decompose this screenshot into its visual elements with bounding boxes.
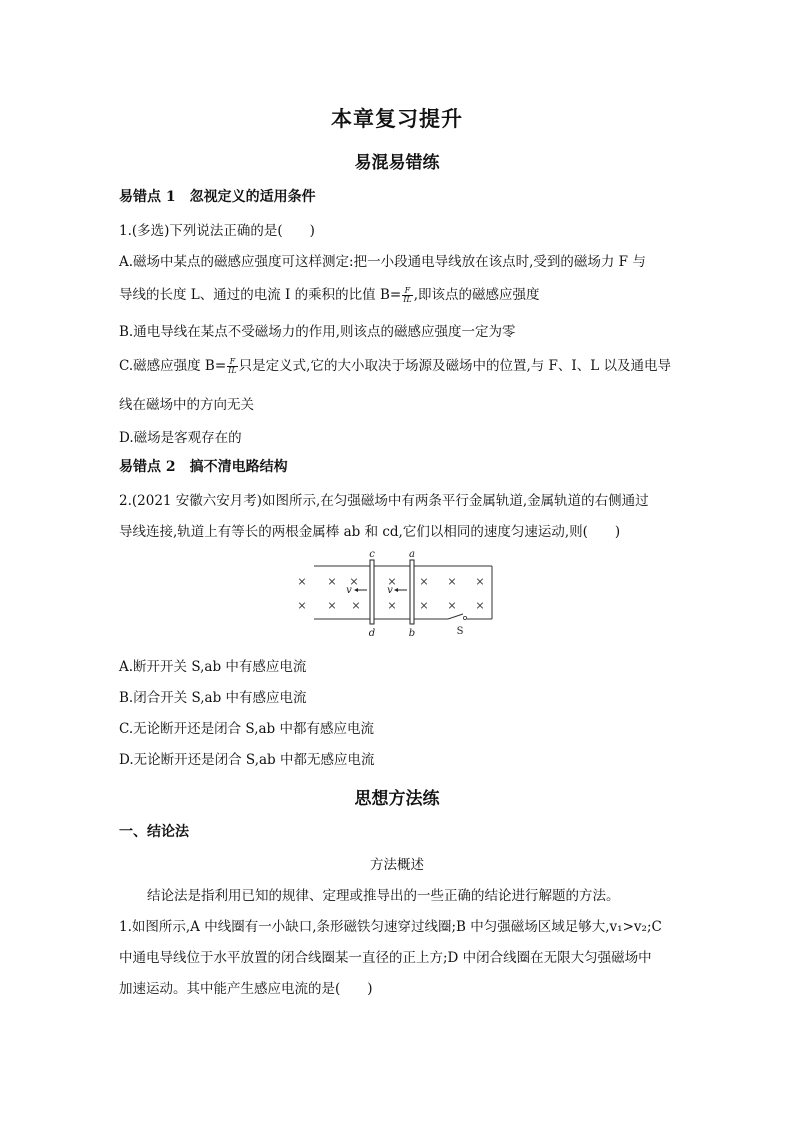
section-title-mistakes: 易混易错练 [354,153,440,173]
q1-option-c-post: 只是定义式,它的大小取决于场源及磁场中的位置,与 F、I、L 以及通电导 [238,358,671,374]
error-point-2-text: 搞不清电路结构 [189,459,288,475]
q2-option-c: C.无论断开还是闭合 S,ab 中都有感应电流 [119,721,374,737]
formula-fraction [402,287,412,304]
label-b: b [408,628,416,639]
switch-blade [448,614,463,619]
error-point-1-heading [119,186,316,206]
q1-option-c-pre: C.磁感应强度 B= [119,358,227,374]
field-cross: × [327,575,337,588]
q3-line1: 1.如图所示,A 中线圈有一小缺口,条形磁铁匀速穿过线圈;B 中匀强磁场区域足够大,v₁>v₂;C [119,919,662,935]
label-d: d [368,628,376,639]
label-s: S [456,626,464,637]
switch-contact [463,616,466,619]
velocity-arrowhead [394,588,398,592]
field-cross: × [447,599,457,612]
q2-line2: 导线连接,轨道上有等长的两根金属棒 ab 和 cd,它们以相同的速度匀速运动,则( ) [119,524,621,540]
q1-option-c-line2: 线在磁场中的方向无关 [119,397,254,413]
error-point-1-label: 易错点 1 [119,189,176,205]
field-cross: × [351,599,361,612]
method-1-heading: 一、结论法 [119,824,189,840]
q1-option-c-line1 [119,354,679,375]
error-point-2-heading [119,456,288,476]
field-cross: × [419,575,429,588]
q1-option-a-line1: A.磁场中某点的磁感应强度可这样测定:把一小段通电导线放在该点时,受到的磁场力 F 与 [119,254,646,270]
fraction-denominator: IL [403,295,412,304]
fraction-denominator: IL [228,366,237,375]
label-v: v [346,585,352,596]
q1-option-a-line2-pre: 导线的长度 L、通过的电流 I 的乘积的比值 B= [119,287,402,303]
label-a: a [409,549,415,560]
field-cross: × [349,575,359,588]
q2-option-b: B.闭合开关 S,ab 中有感应电流 [119,690,307,706]
error-point-2-label: 易错点 2 [119,459,176,475]
field-cross: × [387,599,397,612]
method-overview-title: 方法概述 [370,857,424,873]
formula-fraction [227,358,237,375]
rod-cd [370,560,374,624]
field-cross: × [447,575,457,588]
q1-option-a-line2-post: ,即该点的磁感应强度 [413,287,540,303]
q1-option-d: D.磁场是客观存在的 [119,430,242,446]
field-cross: × [387,575,397,588]
velocity-arrowhead [354,588,358,592]
field-cross: × [419,599,429,612]
fraction-numerator: F [227,358,237,367]
field-cross: × [297,575,307,588]
rails-figure [280,548,510,642]
q2-option-d: D.无论断开还是闭合 S,ab 中都无感应电流 [119,752,375,768]
q1-stem: 1.(多选)下列说法正确的是( ) [119,223,315,239]
field-cross: × [475,575,485,588]
label-c: c [369,549,375,560]
method-overview-text: 结论法是指利用已知的规律、定理或推导出的一些正确的结论进行解题的方法。 [147,888,620,904]
q1-option-a-line2 [119,283,679,304]
q2-option-a: A.断开开关 S,ab 中有感应电流 [119,659,307,675]
label-v: v [387,585,393,596]
q3-line3: 加速运动。其中能产生感应电流的是( ) [119,981,373,997]
field-cross: × [327,599,337,612]
page-title: 本章复习提升 [331,106,463,131]
fraction-numerator: F [402,287,412,296]
field-cross: × [297,599,307,612]
error-point-1-text: 忽视定义的适用条件 [189,189,316,205]
q2-line1: 2.(2021 安徽六安月考)如图所示,在匀强磁场中有两条平行金属轨道,金属轨道的右侧通过 [119,493,649,509]
q1-option-b: B.通电导线在某点不受磁场力的作用,则该点的磁感应强度一定为零 [119,324,516,340]
field-cross: × [475,599,485,612]
rod-ab [410,560,414,624]
section-title-methods: 思想方法练 [354,789,440,809]
q3-line2: 中通电导线位于水平放置的闭合线圈某一直径的正上方;D 中闭合线圈在无限大匀强磁场中 [119,950,652,966]
